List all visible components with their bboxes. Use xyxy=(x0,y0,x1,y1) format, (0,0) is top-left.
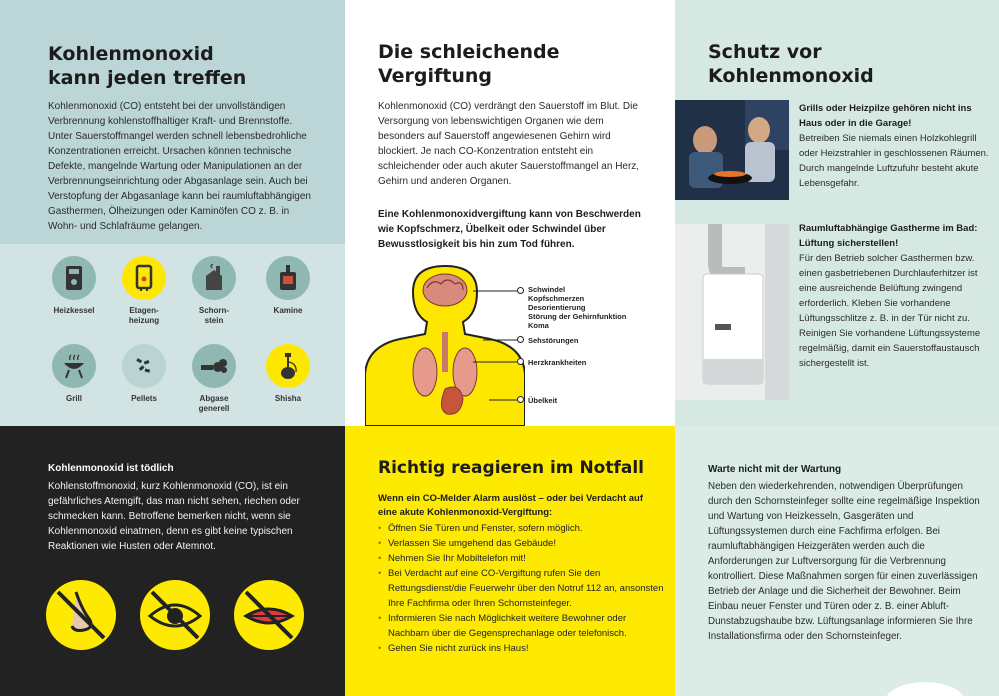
gas-boiler-photo xyxy=(675,224,789,400)
shisha-icon xyxy=(266,344,310,388)
no-smell-icon xyxy=(46,580,116,650)
source-item-schornstein xyxy=(179,256,249,326)
source-item-kamine xyxy=(253,256,323,316)
boiler-icon xyxy=(52,256,96,300)
gas-warning-title: Raumluftabhängige Gastherme im Bad: Lüftung sicherstellen! xyxy=(799,223,978,249)
symptom-label-eyes: Sehstörungen xyxy=(528,336,579,345)
floor-heater-icon xyxy=(122,256,166,300)
emergency-step: • Gehen Sie nicht zurück ins Haus! xyxy=(378,641,664,656)
source-label: Grill xyxy=(65,394,82,403)
panel-co-can-affect-anyone xyxy=(0,0,345,426)
panel6-body: Neben den wiederkehrenden, notwendigen Überprüfungen durch den Schornsteinfeger sollte eine regelmäßige Inspektion und Wartung von Heizkesseln, Gasgeräten und Lüftungssystemen durch eine Fachfirma erfolgen. Bei raumluftabhängigen Heizgeräten werden auch die Anforderungen zur Luftversorgung für die Verbrennung kontrolliert. Diese Maßnahmen sorgen für einen zuverlässigen Betrieb der Anlage und die Sicherheit der Bewohner. Beim Einbau neuer Fenster und Türen oder z. B. einer Abluft-Dunstabzugshaube bzw. Lüftungsanlage informieren Sie Ihre Installationsfirma oder den Schornsteinfeger. xyxy=(708,481,980,642)
panel4-title: Kohlenmonoxid ist tödlich xyxy=(48,463,174,474)
panel-protection xyxy=(675,0,999,426)
symptom-leader-lines xyxy=(473,288,519,403)
panel2-body: Kohlenmonoxid (CO) verdrängt den Sauerstoff im Blut. Die Versorgung von lebenswichtigen Organen wie dem besonders auf Sauerstoff angewiesenen Gehirn wird blockiert. Je nach CO-Konzentration entsteht ein schleichender oder auch akuter Sauerstoffmangel an Herz, Gehirn und anderen Organen. xyxy=(378,101,640,187)
source-label: Pellets xyxy=(131,394,157,403)
panel1-title-line1: Kohlenmonoxid xyxy=(48,43,214,65)
panel6-title: Warte nicht mit der Wartung xyxy=(708,464,842,475)
grill-icon xyxy=(52,344,96,388)
symptom-label-heart: Herzkrankheiten xyxy=(528,358,587,367)
panel1-body: Kohlenmonoxid (CO) entsteht bei der unvollständigen Verbrennung kohlenstoffhaltiger Kraft- und Brennstoffe. Unter Sauerstoffmangel werden schnell lebensbedrohliche Konzentrationen erreicht. Ursachen können technische Defekte, mangelnde Wartung oder Manipulationen an der Verbrennungseinrichtung oder Abgasanlage sein. Auch bei Verstopfung der Abgasanlage kann bei raumluftabhängigen Gasthermen, Ölheizungen oder Kaminöfen CO z. B. in Wohn- und Schlafräume gelangen. xyxy=(48,101,311,232)
panel3-title-line1: Schutz vor xyxy=(708,41,822,63)
chimney-icon xyxy=(192,256,236,300)
emergency-steps-list xyxy=(378,521,664,656)
emergency-step: • Informieren Sie nach Möglichkeit weitere Bewohner oder Nachbarn über die Gegensprechanlage oder telefonisch. xyxy=(378,611,664,641)
source-item-pellets xyxy=(109,344,179,404)
source-label: Schorn- stein xyxy=(198,306,230,325)
panel1-title-line2: kann jeden treffen xyxy=(48,67,247,89)
emergency-step: • Verlassen Sie umgehend das Gebäude! xyxy=(378,536,664,551)
panel-creeping-poisoning xyxy=(345,0,675,426)
fireplace-icon xyxy=(266,256,310,300)
indoor-grill-photo xyxy=(675,100,789,200)
panel3-title-line2: Kohlenmonoxid xyxy=(708,65,874,87)
panel-emergency-response xyxy=(345,426,675,696)
source-label: Shisha xyxy=(274,394,302,403)
decorative-circle xyxy=(885,682,965,696)
panel5-title: Richtig reagieren im Notfall xyxy=(378,458,644,478)
panel1-title xyxy=(48,42,328,90)
panel2-title xyxy=(378,40,658,88)
source-item-heizkessel xyxy=(39,256,109,316)
no-sight-icon xyxy=(140,580,210,650)
panel-co-is-deadly xyxy=(0,426,345,696)
grill-warning-title: Grills oder Heizpilze gehören nicht ins Haus oder in die Garage! xyxy=(799,103,972,129)
symptom-label-brain: Schwindel Kopfschmerzen Desorientierung Störung der Gehirnfunktion Koma xyxy=(528,285,627,330)
source-item-shisha xyxy=(253,344,323,404)
panel-maintenance xyxy=(675,426,999,696)
panel2-bold-warning: Eine Kohlenmonoxidvergiftung kann von Beschwerden wie Kopfschmerz, Übelkeit oder Schwindel über Bewusstlosigkeit bis hin zum Tod führen. xyxy=(378,209,641,250)
grill-warning-body: Betreiben Sie niemals einen Holzkohlegrill oder Heizstrahler in geschlossenen Räumen. Durch mangelnde Luftzufuhr besteht akute Lebensgefahr. xyxy=(799,133,989,189)
panel5-lead: Wenn ein CO-Melder Alarm auslöst – oder bei Verdacht auf eine akute Kohlenmonoxid-Vergiftung: xyxy=(378,493,644,518)
source-label: Abgase generell xyxy=(198,394,230,413)
gas-warning-body: Für den Betrieb solcher Gasthermen bzw. einen gasbetriebenen Durchlauferhitzer ist eine ausreichende Belüftung zwingend erforderlich. Kleben Sie vorhandene Lüftungsschlitze z. B. in der Tür nicht zu. Reinigen Sie vorhandene Lüftungssysteme regelmäßig, damit ein Sauerstoffaustausch sichergestellt ist. xyxy=(799,253,981,369)
co-source-icons-grid xyxy=(0,244,345,426)
source-label: Heizkessel xyxy=(53,306,95,315)
source-item-etagenheizung xyxy=(109,256,179,326)
emergency-step: • Bei Verdacht auf eine CO-Vergiftung rufen Sie den Rettungsdienst/die Feuerwehr über den Notruf 112 an, ansonsten Ihre Fachfirma oder Ihren Schornsteinfeger. xyxy=(378,566,664,611)
symptom-label-stomach: Übelkeit xyxy=(528,396,558,405)
panel2-title-line1: Die schleichende xyxy=(378,41,560,63)
source-label: Kamine xyxy=(273,306,303,315)
emergency-step: • Nehmen Sie Ihr Mobiltelefon mit! xyxy=(378,551,664,566)
exhaust-icon xyxy=(192,344,236,388)
source-label: Etagen- heizung xyxy=(128,306,160,325)
source-item-grill xyxy=(39,344,109,404)
panel4-body: Kohlenstoffmonoxid, kurz Kohlenmonoxid (CO), ist ein gefährliches Atemgift, das man nicht sehen, riechen oder schmecken kann. Betroffene bemerken nicht, wenn sie Kohlenmonoxid einatmen, denn es gibt keine typischen Reaktionen wie Husten oder Atemnot. xyxy=(48,481,300,552)
pellets-icon xyxy=(122,344,166,388)
panel2-title-line2: Vergiftung xyxy=(378,65,493,87)
no-taste-icon xyxy=(234,580,304,650)
emergency-step: • Öffnen Sie Türen und Fenster, sofern möglich. xyxy=(378,521,664,536)
source-item-abgase xyxy=(179,344,249,414)
panel3-title xyxy=(708,40,978,88)
